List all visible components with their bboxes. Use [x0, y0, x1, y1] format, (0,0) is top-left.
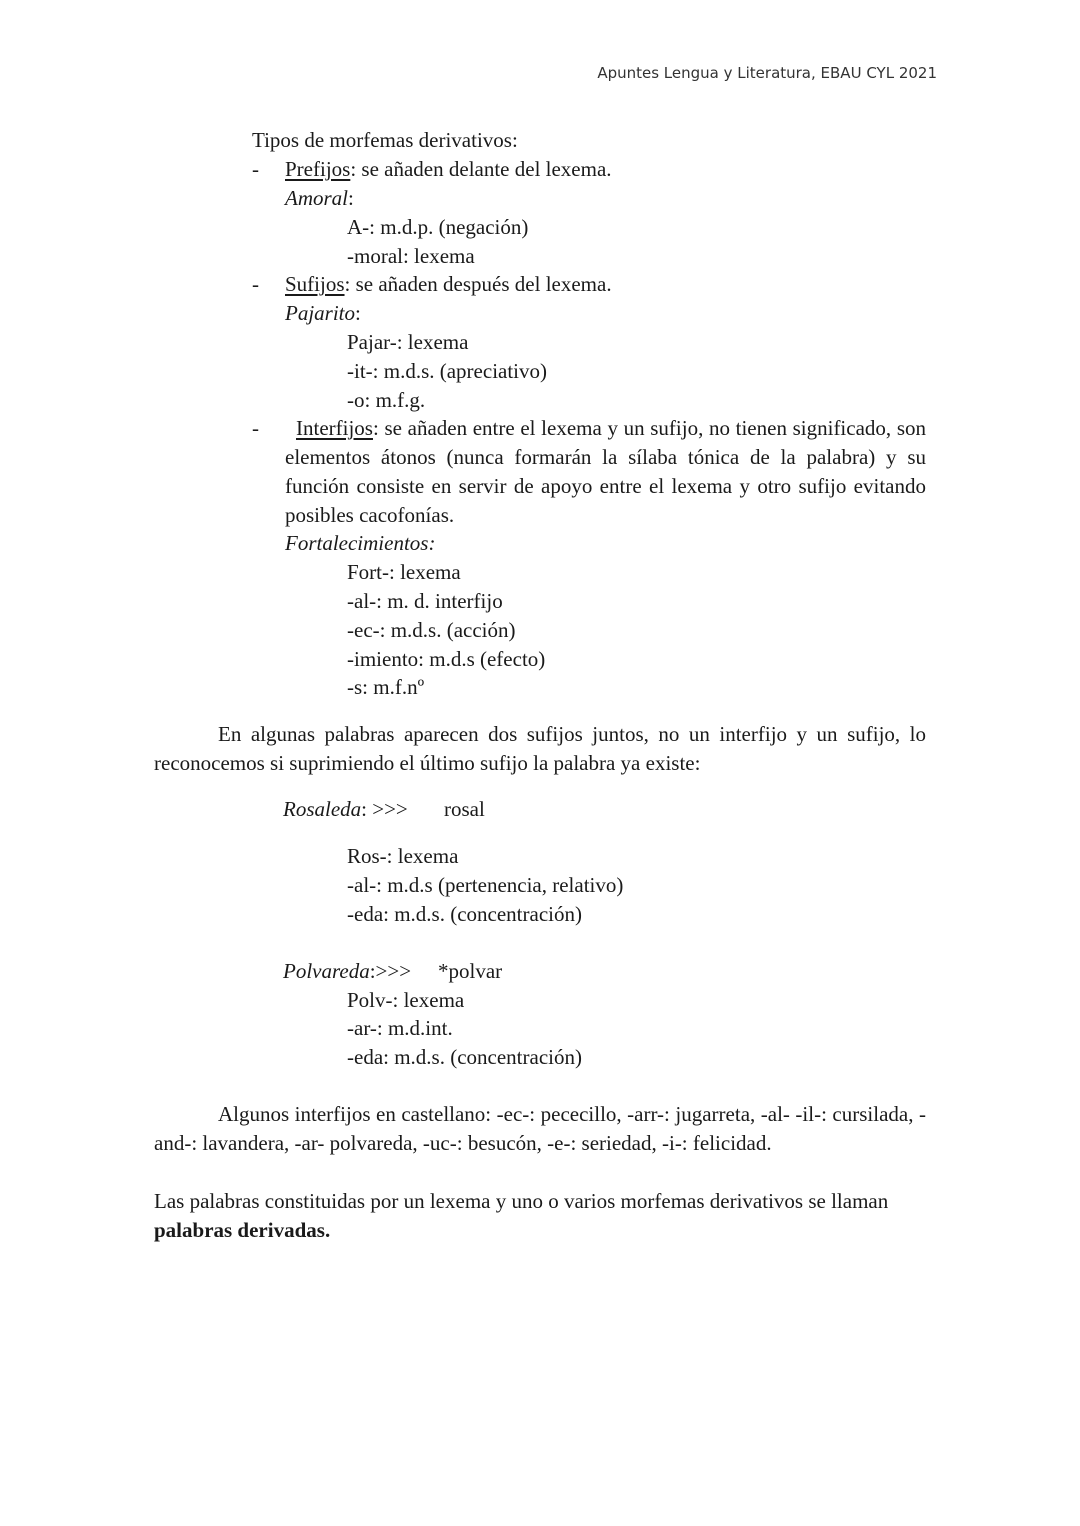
paragraph-two-suffixes	[154, 720, 926, 778]
paragraph-text: Las palabras constituidas por un lexema y uno o varios morfemas derivativos se llaman	[154, 1189, 889, 1213]
morpheme-line: -al-: m.d.s (pertenencia, relativo)	[347, 873, 624, 897]
section-intro: Tipos de morfemas derivativos:	[252, 128, 518, 152]
morpheme-line: Polv-: lexema	[347, 988, 465, 1012]
morpheme-line: -ar-: m.d.int.	[347, 1016, 453, 1040]
morpheme-line: A-: m.d.p. (negación)	[347, 215, 529, 239]
interfijos-example	[285, 529, 435, 558]
example-base-word: rosal	[444, 797, 485, 821]
bullet-dash: -	[252, 157, 259, 181]
sufijos-definition: : se añaden después del lexema.	[344, 272, 612, 296]
morpheme-line: -s: m.f.nº	[347, 675, 425, 699]
example-word: Fortalecimientos:	[285, 531, 436, 555]
morpheme-line: -moral: lexema	[347, 244, 475, 268]
example-colon: :	[355, 301, 361, 325]
morpheme-line: -it-: m.d.s. (apreciativo)	[347, 359, 548, 383]
prefijos-term: Prefijos	[285, 157, 351, 181]
example-arrow: : >>>	[361, 797, 408, 821]
morpheme-line: -ec-: m.d.s. (acción)	[347, 618, 516, 642]
prefijos-item	[285, 155, 612, 184]
paragraph-conclusion	[154, 1187, 926, 1245]
example-word: Pajarito	[285, 301, 356, 325]
paragraph-text: En algunas palabras aparecen dos sufijos juntos, no un interfijo y un sufijo, lo reconocemos si suprimiendo el último sufijo la palabra ya existe:	[154, 722, 926, 775]
bold-term: palabras derivadas.	[154, 1218, 331, 1242]
example-base-word: *polvar	[438, 959, 503, 983]
interfijos-definition: : se añaden entre el lexema y un sufijo, no tienen significado, son elementos átonos (nunca formarán la sílaba tónica de la palabra) y su función consiste en servir de apoyo entre el lexema y otro sufijo evitando posibles cacofonías.	[285, 416, 926, 527]
page-header: Apuntes Lengua y Literatura, EBAU CYL 2021	[597, 64, 937, 82]
morpheme-line: -eda: m.d.s. (concentración)	[347, 902, 582, 926]
morpheme-line: -eda: m.d.s. (concentración)	[347, 1045, 582, 1069]
prefijos-example	[285, 184, 354, 213]
sufijos-example	[285, 299, 361, 328]
example-arrow: :>>>	[369, 959, 412, 983]
polvareda-example	[283, 957, 411, 986]
paragraph-text: Algunos interfijos en castellano: -ec-: pececillo, -arr-: jugarreta, -al- -il-: cursilada, -and-: lavandera, -ar- polvareda, -uc-: besucón, -e-: seriedad, -i-: felicidad.	[154, 1102, 926, 1155]
rosaleda-example	[283, 795, 408, 824]
sufijos-term: Sufijos	[285, 272, 345, 296]
example-word: Rosaleda	[283, 797, 362, 821]
interfijos-term: Interfijos	[296, 416, 373, 440]
morpheme-line: -imiento: m.d.s (efecto)	[347, 647, 546, 671]
example-word: Amoral	[285, 186, 348, 210]
sufijos-item	[285, 270, 612, 299]
morpheme-line: -o: m.f.g.	[347, 388, 426, 412]
morpheme-line: Pajar-: lexema	[347, 330, 469, 354]
morpheme-line: Fort-: lexema	[347, 560, 461, 584]
morpheme-line: Ros-: lexema	[347, 844, 459, 868]
morpheme-line: -al-: m. d. interfijo	[347, 589, 503, 613]
example-colon: :	[348, 186, 354, 210]
interfijos-item	[285, 414, 926, 530]
paragraph-interfijos-list	[154, 1100, 926, 1158]
bullet-dash: -	[252, 416, 259, 440]
bullet-dash: -	[252, 272, 259, 296]
example-word: Polvareda	[283, 959, 370, 983]
prefijos-definition: : se añaden delante del lexema.	[350, 157, 612, 181]
